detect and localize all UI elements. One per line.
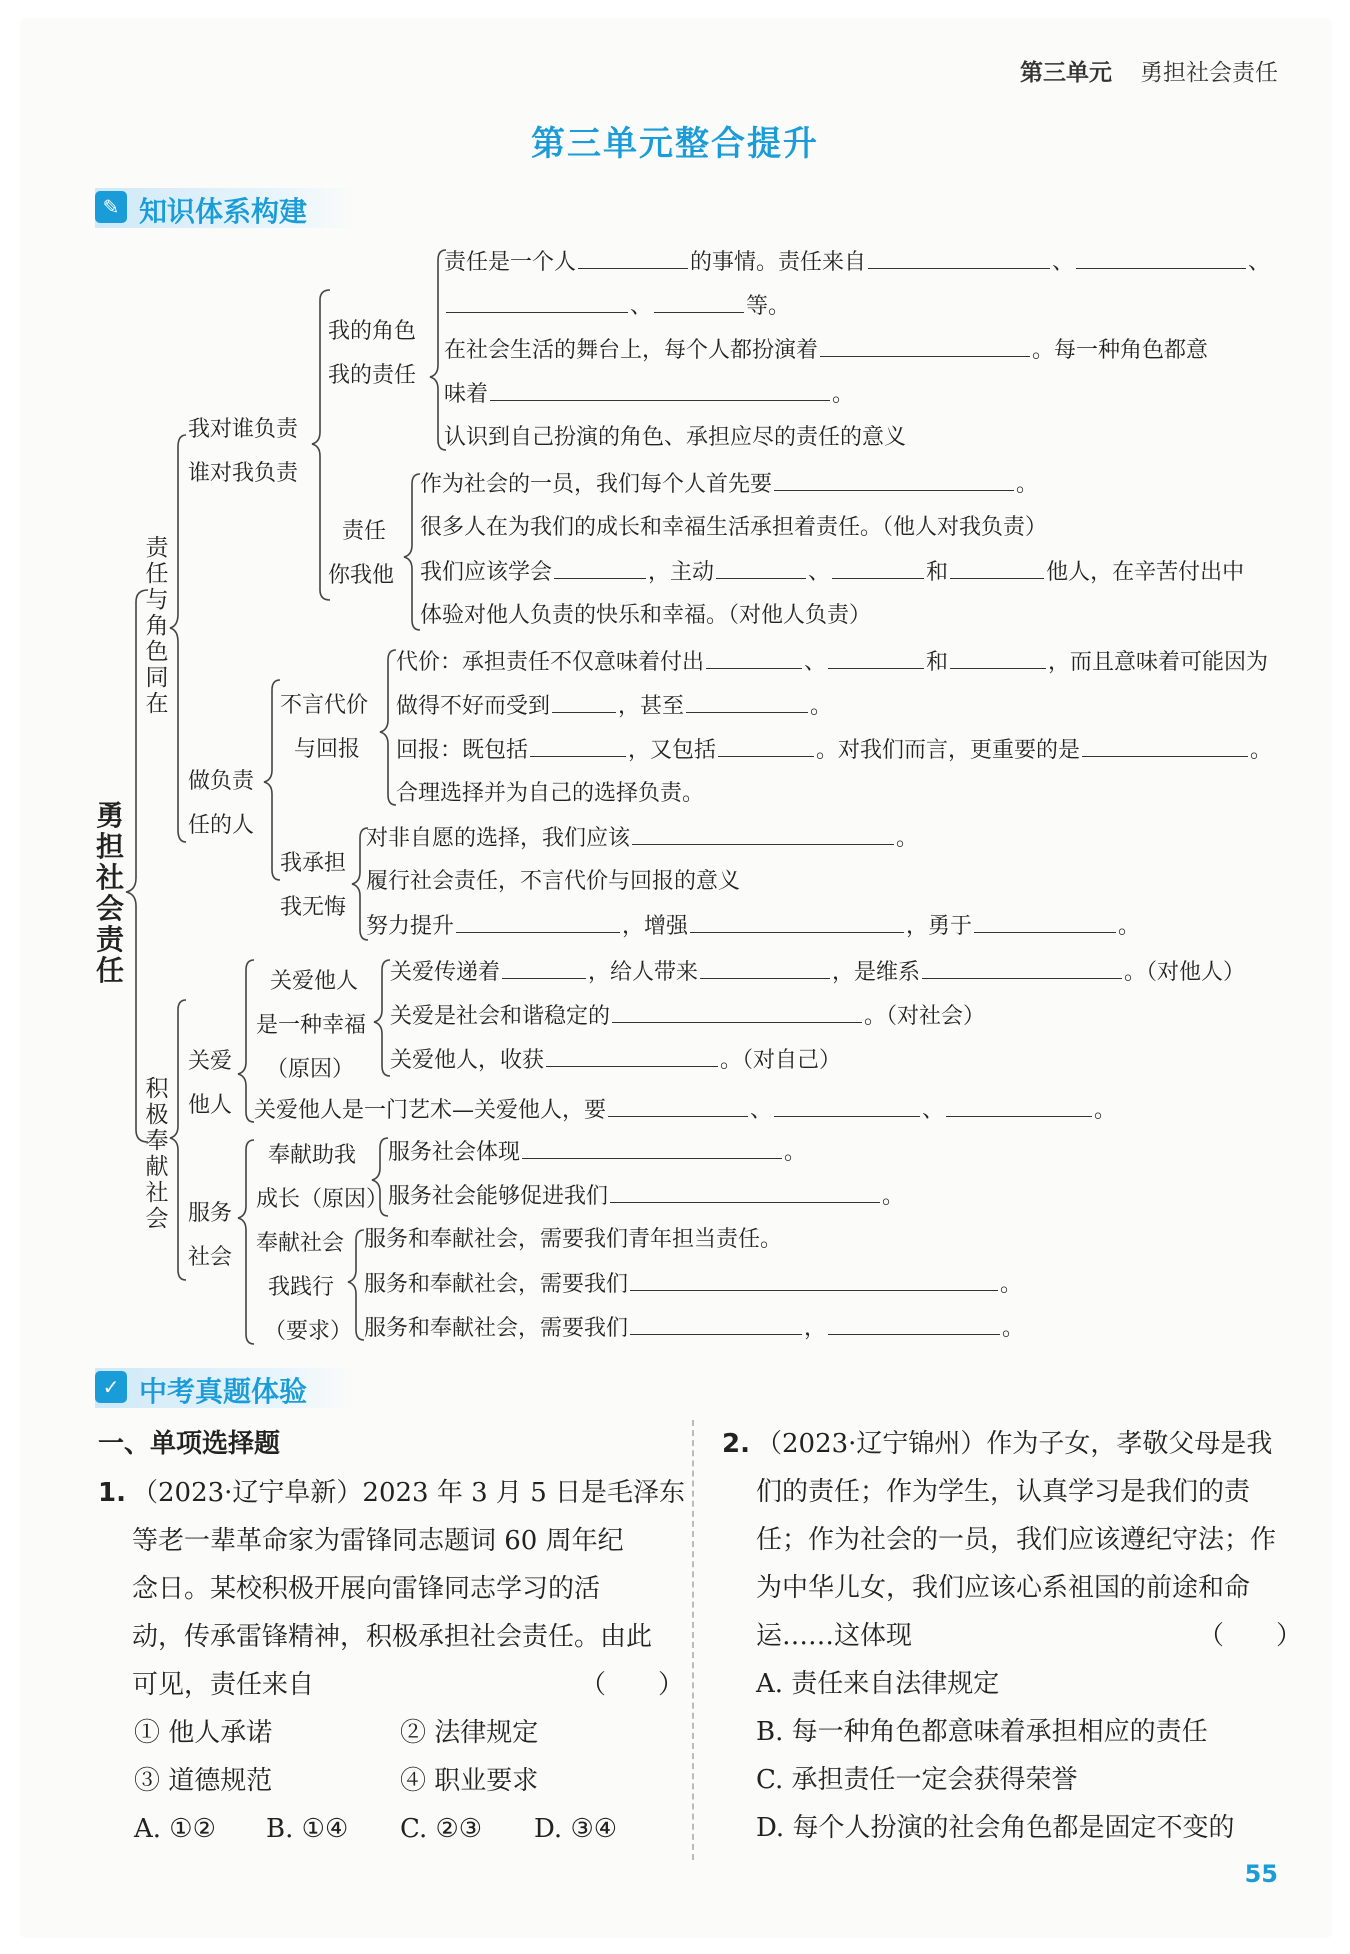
leaf-line: 代价：承担责任不仅意味着付出 、 和 ，而且意味着可能因为 [396, 650, 1269, 675]
root-label: 勇担社会责任 [95, 799, 124, 987]
node-label: 与回报 [294, 737, 361, 762]
leaf-line: 努力提升 ，增强 ，勇于 。 [366, 914, 1141, 939]
leaf-line: 味着 。 [444, 382, 855, 407]
node-label: 做负责 [188, 769, 255, 794]
question-1-line: 可见，责任来自 [132, 1670, 315, 1700]
leaf-line: 关爱是社会和谐稳定的 。（对社会） [390, 1004, 986, 1029]
leaf-line: 服务社会能够促进我们 。 [388, 1184, 905, 1209]
leaf-line: 关爱他人，收获 。（对自己） [390, 1048, 842, 1073]
option-d[interactable]: D. ③④ [534, 1814, 618, 1844]
node-label: 不言代价 [280, 693, 369, 718]
option-b[interactable]: B. ①④ [266, 1814, 349, 1844]
node-label: 责任 [342, 519, 387, 544]
leaf-line: 我们应该学会 ，主动 、 和 他人，在辛苦付出中 [420, 560, 1245, 585]
puzzle-icon: ✎ [95, 191, 127, 223]
page-title: 第三单元整合提升 [531, 124, 819, 164]
node-label: 是一种幸福 [256, 1013, 367, 1038]
branch-label-1: 责任与角色同在 [145, 535, 169, 717]
section-label: 知识体系构建 [139, 195, 308, 228]
question-2-line: 任；作为社会的一员，我们应该遵纪守法；作 [756, 1525, 1277, 1555]
node-label: 关爱他人 [270, 969, 359, 994]
leaf-line: 合理选择并为自己的选择负责。 [396, 781, 705, 806]
node-label: 我承担 [280, 851, 347, 876]
option-a[interactable]: A. 责任来自法律规定 [756, 1669, 1000, 1699]
node-label: （要求） [264, 1319, 353, 1344]
leaf-line: 对非自愿的选择，我们应该 。 [366, 826, 919, 851]
leaf-line: 服务和奉献社会，需要我们 。 [364, 1272, 1023, 1297]
node-label: 我的角色 [328, 319, 417, 344]
node-label: 他人 [188, 1093, 233, 1118]
leaf-line: 体验对他人负责的快乐和幸福。（对他人负责） [420, 603, 872, 628]
question-1-line: （2023·辽宁阜新）2023 年 3 月 5 日是毛泽东 [132, 1478, 686, 1508]
question-2-line: 们的责任；作为学生，认真学习是我们的责 [756, 1477, 1251, 1507]
node-label: 我践行 [268, 1275, 335, 1300]
node-label: 任的人 [188, 813, 255, 838]
leaf-line: 履行社会责任，不言代价与回报的意义 [366, 869, 741, 894]
leaf-line: 服务社会体现 。 [388, 1140, 807, 1165]
header-unit-name: 勇担社会责任 [1140, 60, 1278, 86]
question-2-line: 运……这体现 [756, 1621, 913, 1651]
option-a[interactable]: A. ①② [134, 1814, 216, 1844]
leaf-line: 服务和奉献社会，需要我们 ， 。 [364, 1316, 1025, 1341]
column-divider [692, 1420, 694, 1860]
question-1-line: 等老一辈革命家为雷锋同志题词 60 周年纪 [132, 1526, 624, 1556]
answer-paren[interactable]: （ ） [580, 1670, 685, 1700]
leaf-line: 认识到自己扮演的角色、承担应尽的责任的意义 [444, 425, 907, 450]
page-number: 55 [1244, 1860, 1278, 1888]
question-1-number: 1. [98, 1478, 126, 1508]
section-heading-exam [95, 1368, 355, 1408]
node-label: 我无悔 [280, 895, 347, 920]
option-c[interactable]: C. ②③ [400, 1814, 483, 1844]
question-1-line: 动，传承雷锋精神，积极承担社会责任。由此 [132, 1622, 653, 1652]
option-b[interactable]: B. 每一种角色都意味着承担相应的责任 [756, 1717, 1208, 1747]
node-label: 我的责任 [328, 363, 417, 388]
node-label: 社会 [188, 1245, 233, 1270]
leaf-line: 关爱传递着 ，给人带来 ，是维系 。（对他人） [390, 960, 1246, 985]
node-label: 你我他 [328, 563, 395, 588]
question-type: 一、单项选择题 [98, 1429, 281, 1459]
leaf-line: 很多人在为我们的成长和幸福生活承担着责任。（他人对我负责） [420, 515, 1048, 540]
node-label: 奉献助我 [268, 1143, 357, 1168]
leaf-line: 做得不好而受到 ，甚至 。 [396, 694, 833, 719]
node-label: 关爱 [188, 1049, 233, 1074]
branch-label-2: 积极奉献社会 [145, 1076, 169, 1232]
node-label: 谁对我负责 [188, 461, 299, 486]
question-2-line: （2023·辽宁锦州）作为子女，孝敬父母是我 [756, 1429, 1273, 1459]
leaf-line: 、 等。 [444, 292, 790, 321]
statement-item: ③ 道德规范 [134, 1766, 273, 1796]
leaf-line: 作为社会的一员，我们每个人首先要 。 [420, 472, 1039, 497]
question-2-number: 2. [722, 1429, 750, 1459]
leaf-line: 在社会生活的舞台上，每个人都扮演着 。每一种角色都意 [444, 338, 1209, 363]
leaf-line: 责任是一个人 的事情。责任来自 、 、 [444, 250, 1271, 275]
question-1-line: 念日。某校积极开展向雷锋同志学习的活 [132, 1574, 601, 1604]
leaf-line: 回报：既包括 ，又包括 。对我们而言，更重要的是 。 [396, 738, 1273, 763]
node-label: 我对谁负责 [188, 417, 299, 442]
leaf-line: 服务和奉献社会，需要我们青年担当责任。 [364, 1227, 783, 1252]
section-label: 中考真题体验 [139, 1375, 308, 1408]
node-label: 成长（原因） [256, 1187, 389, 1212]
option-d[interactable]: D. 每个人扮演的社会角色都是固定不变的 [756, 1813, 1235, 1843]
runner-icon: ✓ [95, 1371, 127, 1403]
statement-item: ① 他人承诺 [134, 1718, 273, 1748]
question-2-line: 为中华儿女，我们应该心系祖国的前途和命 [756, 1573, 1251, 1603]
leaf-line: 关爱他人是一门艺术—关爱他人，要 、 、 。 [254, 1098, 1117, 1123]
node-label: （原因） [266, 1057, 355, 1082]
node-label: 奉献社会 [256, 1231, 345, 1256]
answer-paren[interactable]: （ ） [1198, 1621, 1303, 1651]
header-unit: 第三单元 [1020, 60, 1112, 86]
statement-item: ④ 职业要求 [400, 1766, 539, 1796]
statement-item: ② 法律规定 [400, 1718, 539, 1748]
option-c[interactable]: C. 承担责任一定会获得荣誉 [756, 1765, 1078, 1795]
node-label: 服务 [188, 1201, 233, 1226]
